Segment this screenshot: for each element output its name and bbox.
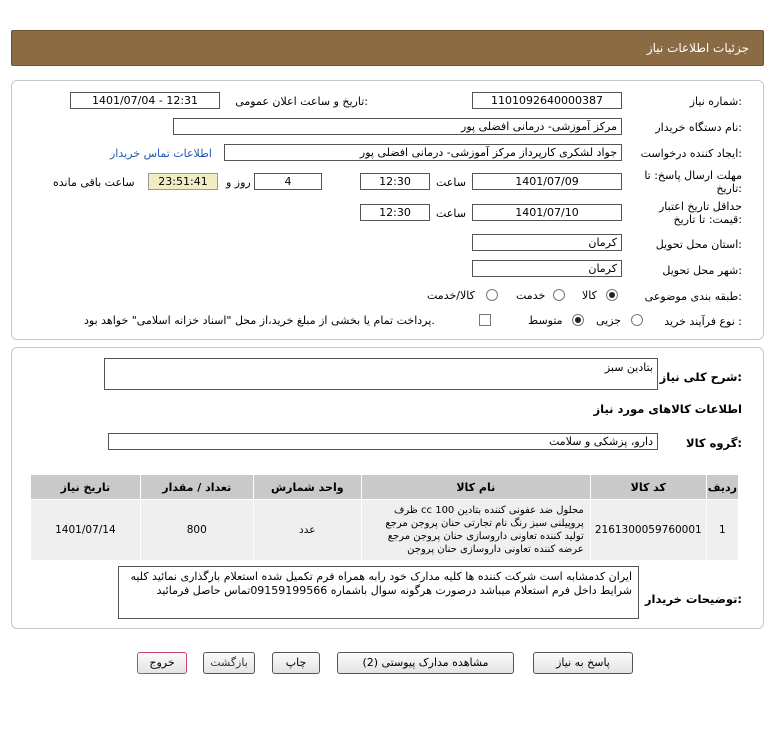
remaining-time-field: 23:51:41	[148, 173, 218, 190]
cell-code: 2161300059760001	[590, 500, 706, 561]
treasury-payment-checkbox[interactable]	[479, 314, 491, 326]
remaining-label: ساعت باقی مانده	[53, 176, 135, 189]
process-option-minor: جزیی	[596, 314, 622, 327]
buyer-notes-field: ایران کدمشابه است شرکت کننده ها کلیه مدارک خود رابه همراه فرم تکمیل شده استعلام بارگذاری نمائید کلیه شرایط داخل فرم استعلام میباشد درصورت هرگونه سوال باشماره 09159199566تماس حاصل فرمائید	[118, 566, 639, 619]
category-label: طبقه بندی موضوعی:	[644, 290, 742, 303]
creator-field: جواد لشکری کارپرداز مرکز آموزشی- درمانی افضلی پور	[224, 144, 622, 161]
deadline-time-field: 12:30	[360, 173, 430, 190]
reply-button[interactable]: پاسخ به نیاز	[533, 652, 633, 674]
need-number-label: شماره نیاز:	[689, 95, 742, 108]
province-label: استان محل تحویل:	[655, 238, 742, 251]
validity-time-label: ساعت	[436, 207, 466, 220]
buyer-label: نام دستگاه خریدار:	[655, 121, 742, 134]
col-date: تاریخ نیاز	[31, 475, 141, 500]
col-qty: تعداد / مقدار	[140, 475, 253, 500]
goods-info-title: اطلاعات کالاهای مورد نیاز	[593, 402, 742, 416]
category-radio-goods-service[interactable]	[486, 289, 498, 301]
goods-group-label: گروه کالا:	[686, 436, 742, 450]
deadline-label: مهلت ارسال پاسخ: تا تاریخ:	[644, 169, 742, 195]
buyer-contact-link[interactable]: اطلاعات تماس خریدار	[110, 147, 212, 160]
category-radio-service[interactable]	[553, 289, 565, 301]
goods-table-header	[31, 475, 739, 500]
validity-label: حداقل تاریخ اعتبار قیمت: تا تاریخ:	[658, 200, 742, 226]
attachments-button[interactable]: مشاهده مدارک پیوستی (2)	[337, 652, 514, 674]
summary-label: شرح کلی نیاز:	[659, 370, 742, 384]
col-row: ردیف	[706, 475, 738, 500]
process-radio-minor[interactable]	[631, 314, 643, 326]
city-label: شهر محل تحویل:	[662, 264, 742, 277]
cell-row: 1	[706, 500, 738, 561]
goods-table	[30, 474, 739, 561]
announce-field: 1401/07/04 - 12:31	[70, 92, 220, 109]
need-number-field: 1101092640000387	[472, 92, 622, 109]
col-name: نام کالا	[361, 475, 590, 500]
cell-date: 1401/07/14	[31, 500, 141, 561]
deadline-date-field: 1401/07/09	[472, 173, 622, 190]
page-header	[11, 30, 764, 66]
print-button[interactable]: چاپ	[272, 652, 320, 674]
process-label: نوع فرآیند خرید :	[664, 315, 742, 328]
exit-button[interactable]: خروج	[137, 652, 187, 674]
category-option-goods: کالا	[582, 289, 597, 302]
process-radio-medium[interactable]	[572, 314, 584, 326]
days-field: 4	[254, 173, 322, 190]
cell-name: محلول ضد عفونی کننده بتادین cc 100 ظرف پروپیلنی سبز رنگ نام تجارتی حنان پروجن مرجع تولید کننده تعاونی داروسازی حنان پروجن مرجع عرضه کننده تعاونی داروسازی حنان پروجن	[361, 500, 590, 561]
cell-qty: 800	[140, 500, 253, 561]
creator-label: ایجاد کننده درخواست:	[640, 147, 742, 160]
announce-label: تاریخ و ساعت اعلان عمومی:	[235, 95, 368, 108]
back-button[interactable]: بازگشت	[203, 652, 255, 674]
goods-group-field: دارو، پزشکی و سلامت	[108, 433, 658, 450]
category-option-goods-service: کالا/خدمت	[427, 289, 475, 302]
validity-time-field: 12:30	[360, 204, 430, 221]
validity-date-field: 1401/07/10	[472, 204, 622, 221]
process-option-medium: متوسط	[528, 314, 563, 327]
page-title: جزئیات اطلاعات نیاز	[646, 41, 749, 55]
category-option-service: خدمت	[516, 289, 546, 302]
treasury-payment-note: پرداخت تمام یا بخشی از مبلغ خرید،از محل "اسناد خزانه اسلامی" خواهد بود.	[84, 314, 435, 327]
buyer-notes-label: توضیحات خریدار:	[644, 592, 742, 606]
col-unit: واحد شمارش	[253, 475, 361, 500]
buyer-field: مرکز آموزشی- درمانی افضلی پور	[173, 118, 622, 135]
col-code: کد کالا	[590, 475, 706, 500]
province-field: کرمان	[472, 234, 622, 251]
city-field: کرمان	[472, 260, 622, 277]
deadline-time-label: ساعت	[436, 176, 466, 189]
days-label: روز و	[226, 176, 251, 189]
table-row	[31, 500, 739, 561]
cell-unit: عدد	[253, 500, 361, 561]
category-radio-goods[interactable]	[606, 289, 618, 301]
summary-field: بتادین سبز	[104, 358, 658, 390]
